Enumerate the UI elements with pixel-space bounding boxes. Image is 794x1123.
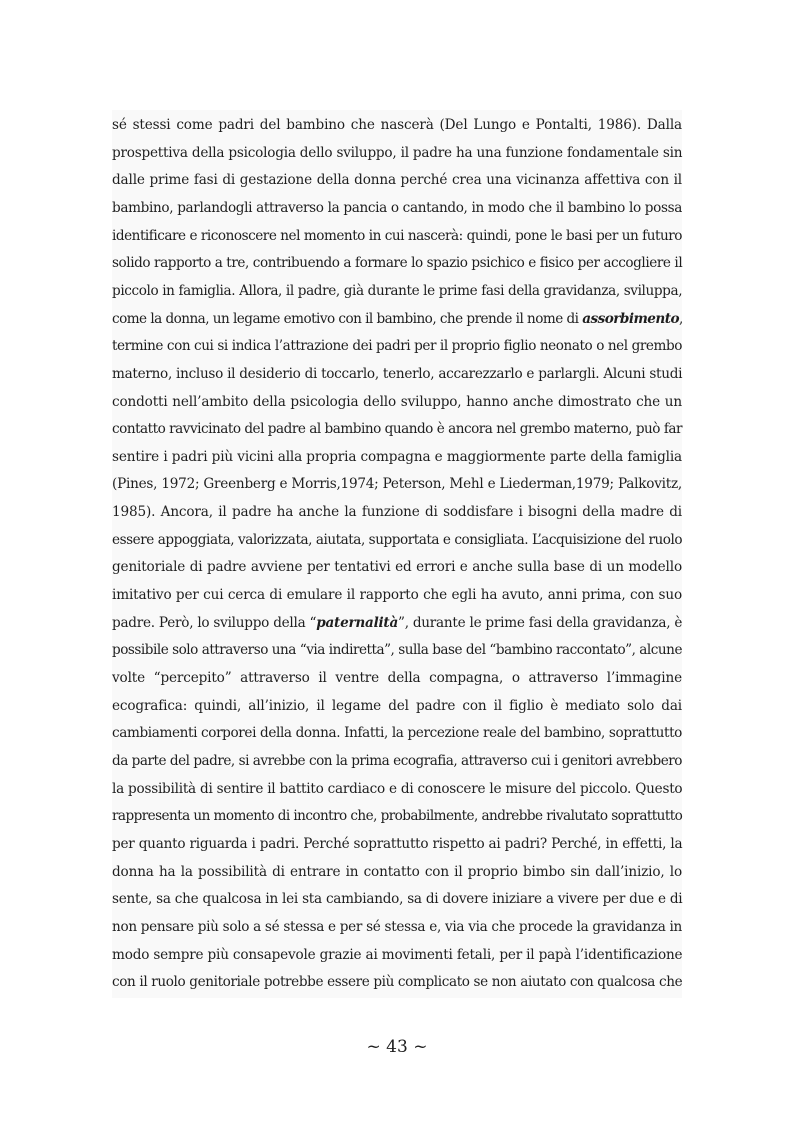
text-line: donna ha la possibilità di entrare in contatto con il proprio bimbo sin dall’inizio, lo	[112, 863, 682, 880]
body-text-block	[112, 110, 682, 998]
text-line: sentire i padri più vicini alla propria compagna e maggiormente parte della famiglia	[112, 448, 682, 465]
text-line: sé stessi come padri del bambino che nascerà (Del Lungo e Pontalti, 1986). Dalla	[112, 117, 682, 133]
text-line: imitativo per cui cerca di emulare il rapporto che egli ha avuto, anni prima, con suo	[112, 587, 682, 604]
emphasized-term: assorbimento	[582, 310, 679, 327]
text-line: come la donna, un legame emotivo con il bambino, che prende il nome di assorbimento,	[112, 310, 683, 327]
text-line: non pensare più solo a sé stessa e per sé stessa e, via via che procede la gravidanza in	[112, 918, 682, 935]
text-line: dalle prime fasi di gestazione della donna perché crea una vicinanza affettiva con il	[112, 172, 682, 189]
text-line: essere appoggiata, valorizzata, aiutata, supportata e consigliata. L’acquisizione del ruolo	[112, 531, 683, 548]
text-line: contatto ravvicinato del padre al bambino quando è ancora nel grembo materno, può far	[112, 421, 682, 438]
text-line: termine con cui si indica l’attrazione dei padri per il proprio figlio neonato o nel grembo	[112, 338, 682, 355]
text-line: la possibilità di sentire il battito cardiaco e di conoscere le misure del piccolo. Questo	[112, 780, 683, 797]
text-line: volte “percepito” attraverso il ventre della compagna, o attraverso l’immagine	[112, 670, 682, 686]
text-line: padre. Però, lo sviluppo della “paternalità”, durante le prime fasi della gravidanza, è	[112, 614, 683, 631]
text-line: per quanto riguarda i padri. Perché soprattutto rispetto ai padri? Perché, in effetti, la	[112, 835, 683, 852]
page-number: ~ 43 ~	[366, 1037, 428, 1057]
text-line: possibile solo attraverso una “via indiretta”, sulla base del “bambino raccontato”, alcune	[112, 642, 683, 659]
text-line: prospettiva della psicologia dello sviluppo, il padre ha una funzione fondamentale sin	[112, 144, 683, 161]
text-line: con il ruolo genitoriale potrebbe essere più complicato se non aiutato con qualcosa che	[112, 974, 683, 991]
text-line: rappresenta un momento di incontro che, probabilmente, andrebbe rivalutato soprattutto	[112, 808, 683, 825]
text-line: piccolo in famiglia. Allora, il padre, già durante le prime fasi della gravidanza, sviluppa,	[112, 282, 683, 299]
text-line: 1985). Ancora, il padre ha anche la funzione di soddisfare i bisogni della madre di	[112, 504, 682, 521]
text-line: bambino, parlandogli attraverso la pancia o cantando, in modo che il bambino lo possa	[112, 199, 682, 216]
text-line: condotti nell’ambito della psicologia dello sviluppo, hanno anche dimostrato che un	[112, 393, 682, 410]
text-line: materno, incluso il desiderio di toccarlo, tenerlo, accarezzarlo e parlargli. Alcuni studi	[112, 365, 683, 382]
text-line: sente, sa che qualcosa in lei sta cambiando, sa di dovere iniziare a vivere per due e di	[112, 891, 683, 908]
text-line: identificare e riconoscere nel momento in cui nascerà: quindi, pone le basi per un futuro	[112, 227, 682, 244]
text-line: solido rapporto a tre, contribuendo a formare lo spazio psichico e fisico per accogliere il	[112, 255, 683, 272]
text-line: genitoriale di padre avviene per tentativi ed errori e anche sulla base di un modello	[112, 559, 682, 576]
text-line: cambiamenti corporei della donna. Infatti, la percezione reale del bambino, soprattutto	[112, 725, 682, 742]
emphasized-term: paternalità	[316, 614, 398, 631]
text-line: modo sempre più consapevole grazie ai movimenti fetali, per il papà l’identificazione	[112, 946, 683, 963]
text-line: da parte del padre, si avrebbe con la prima ecografia, attraverso cui i genitori avrebbero	[112, 752, 682, 769]
text-line: (Pines, 1972; Greenberg e Morris,1974; Peterson, Mehl e Liederman,1979; Palkovitz,	[112, 476, 682, 493]
text-line: ecografica: quindi, all’inizio, il legame del padre con il figlio è mediato solo dai	[112, 697, 682, 714]
